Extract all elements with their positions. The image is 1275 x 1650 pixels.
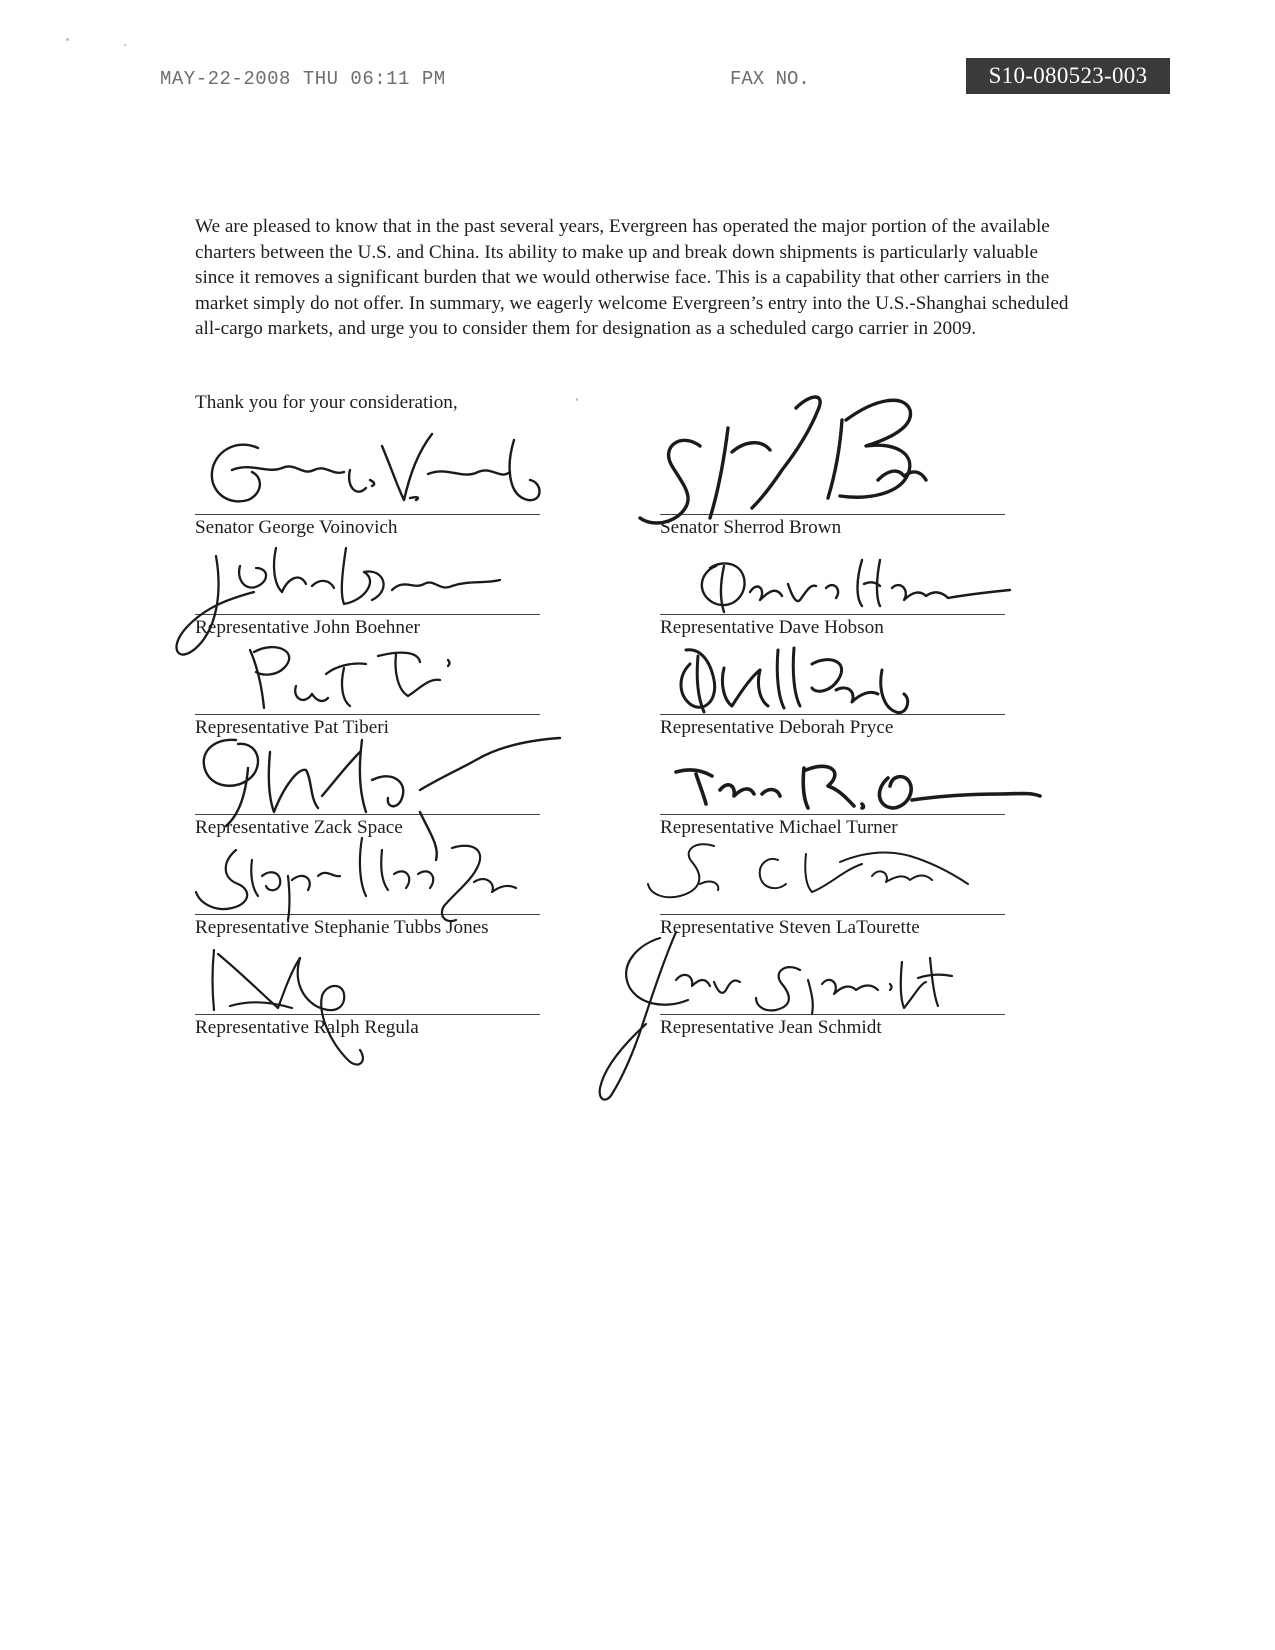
letter-body-paragraph: We are pleased to know that in the past several years, Evergreen has operated the major portion of the available charters between the U.S. and China. Its ability to make up and break down shipments is particularly valuable since it removes a significant burden that we would otherwise face. This is a capability that other carriers in the market simply do not offer. In summary, we eagerly welcome Evergreen’s entry into the U.S.-Shanghai scheduled all-cargo markets, and urge you to consider them for designation as a scheduled cargo carrier in 2009. <box>195 216 1069 339</box>
signatory-name: Representative Deborah Pryce <box>660 717 894 738</box>
signature-line <box>660 714 1005 715</box>
signature-line <box>195 1014 540 1015</box>
signatory-name: Representative Michael Turner <box>660 817 898 838</box>
signature-block-latourette <box>660 914 1005 954</box>
letter-closing: Thank you for your consideration, <box>195 392 458 413</box>
signatory-name: Representative Ralph Regula <box>195 1017 419 1038</box>
signature-line <box>195 714 540 715</box>
signature-line <box>660 514 1005 515</box>
scan-artifact <box>66 38 69 41</box>
signature-line <box>660 814 1005 815</box>
signature-pryce <box>681 648 908 713</box>
signatory-name: Representative Jean Schmidt <box>660 1017 882 1038</box>
signature-block-tubbs-jones <box>195 914 540 954</box>
signature-block-brown <box>660 514 1005 554</box>
fax-header <box>0 63 1275 96</box>
signature-block-space <box>195 814 540 854</box>
signature-line <box>195 814 540 815</box>
document-id-stamp: S10-080523-003 <box>966 58 1170 94</box>
signature-line <box>660 1014 1005 1015</box>
signature-block-regula <box>195 1014 540 1054</box>
scan-artifact <box>576 398 578 401</box>
signatory-name: Representative Zack Space <box>195 817 403 838</box>
fax-timestamp: MAY-22-2008 THU 06:11 PM <box>160 68 446 90</box>
signature-block-schmidt <box>660 1014 1005 1054</box>
signature-line <box>660 914 1005 915</box>
signature-block-pryce <box>660 714 1005 754</box>
signature-line <box>195 914 540 915</box>
signature-line <box>660 614 1005 615</box>
signatory-name: Representative John Boehner <box>195 617 420 638</box>
signatory-name: Representative Pat Tiberi <box>195 717 389 738</box>
signature-brown <box>640 397 926 523</box>
signature-hobson <box>702 560 1010 612</box>
signatory-name: Senator Sherrod Brown <box>660 517 842 538</box>
signature-block-hobson <box>660 614 1005 654</box>
signature-block-tiberi <box>195 714 540 754</box>
signatory-name: Representative Steven LaTourette <box>660 917 920 938</box>
signatory-name: Representative Dave Hobson <box>660 617 884 638</box>
signature-line <box>195 614 540 615</box>
signatory-name: Senator George Voinovich <box>195 517 398 538</box>
signature-voinovich <box>212 434 540 501</box>
scan-artifact <box>124 44 126 46</box>
signature-tiberi <box>250 647 450 708</box>
signature-turner <box>676 766 1040 808</box>
signature-line <box>195 514 540 515</box>
signatory-name: Representative Stephanie Tubbs Jones <box>195 917 489 938</box>
fax-number-label: FAX NO. <box>730 68 810 90</box>
signature-block-boehner <box>195 614 540 654</box>
signature-block-turner <box>660 814 1005 854</box>
signature-block-voinovich <box>195 514 540 554</box>
